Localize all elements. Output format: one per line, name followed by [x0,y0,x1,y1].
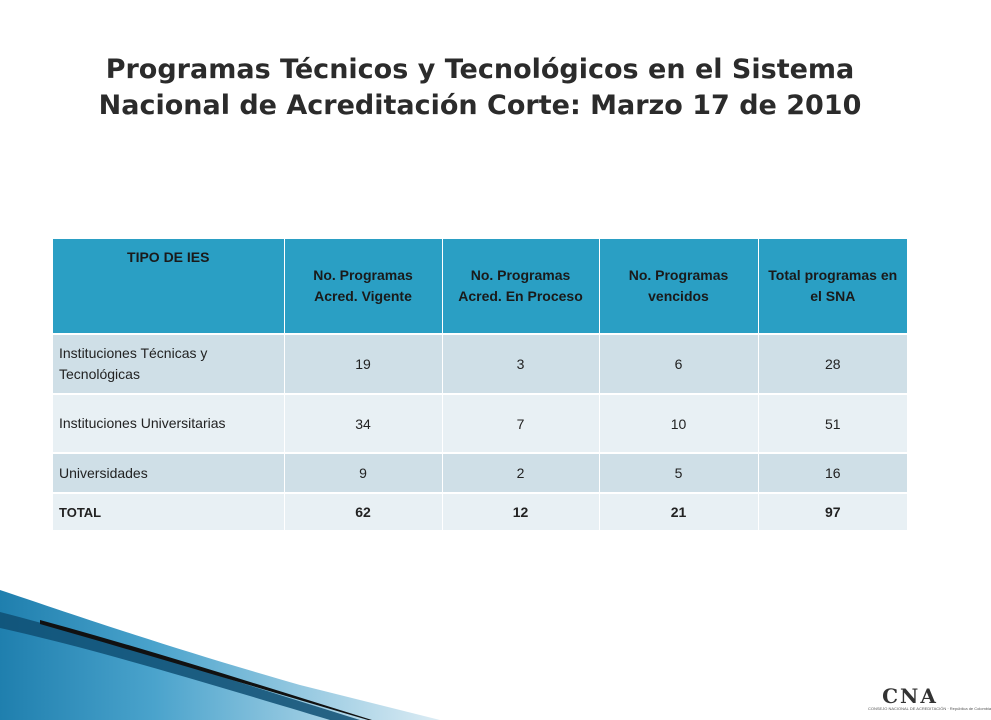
header-acred-en-proceso: No. Programas Acred. En Proceso [442,239,599,334]
header-tipo-de-ies: TIPO DE IES [53,239,284,334]
cell-vencidos: 10 [599,394,758,453]
row-label: Instituciones Técnicas y Tecnológicas [53,334,284,394]
cell-en-proceso: 7 [442,394,599,453]
cell-total: 28 [758,334,907,394]
table-row [53,453,907,493]
cna-logo-mark: CNA [882,684,938,708]
cell-total: 51 [758,394,907,453]
ies-programs-table [53,239,907,530]
cell-en-proceso: 3 [442,334,599,394]
slide-title-line-2: Nacional de Acreditación Corte: Marzo 17 de 2010 [98,90,862,121]
table-total-row [53,493,907,530]
table-row [53,334,907,394]
slide-title-line-1: Programas Técnicos y Tecnológicos en el Sistema [105,54,855,85]
cell-en-proceso: 12 [442,493,599,530]
cell-en-proceso: 2 [442,453,599,493]
cell-vigente: 9 [284,453,442,493]
row-label: TOTAL [53,493,284,530]
cell-vigente: 34 [284,394,442,453]
header-total-sna: Total programas en el SNA [758,239,907,334]
cell-vigente: 62 [284,493,442,530]
row-label: Instituciones Universitarias [53,394,284,453]
table-row [53,394,907,453]
cell-total: 97 [758,493,907,530]
cell-vencidos: 21 [599,493,758,530]
row-label: Universidades [53,453,284,493]
header-acred-vigente: No. Programas Acred. Vigente [284,239,442,334]
slide-title [60,52,900,124]
cell-vencidos: 5 [599,453,758,493]
cna-logo-subtitle: CONSEJO NACIONAL DE ACREDITACIÓN · República de Colombia [868,706,991,711]
cell-total: 16 [758,453,907,493]
cell-vencidos: 6 [599,334,758,394]
cna-logo [868,684,991,711]
decorative-swoosh [0,590,480,720]
table-header-row [53,239,907,334]
cell-vigente: 19 [284,334,442,394]
header-vencidos: No. Programas vencidos [599,239,758,334]
